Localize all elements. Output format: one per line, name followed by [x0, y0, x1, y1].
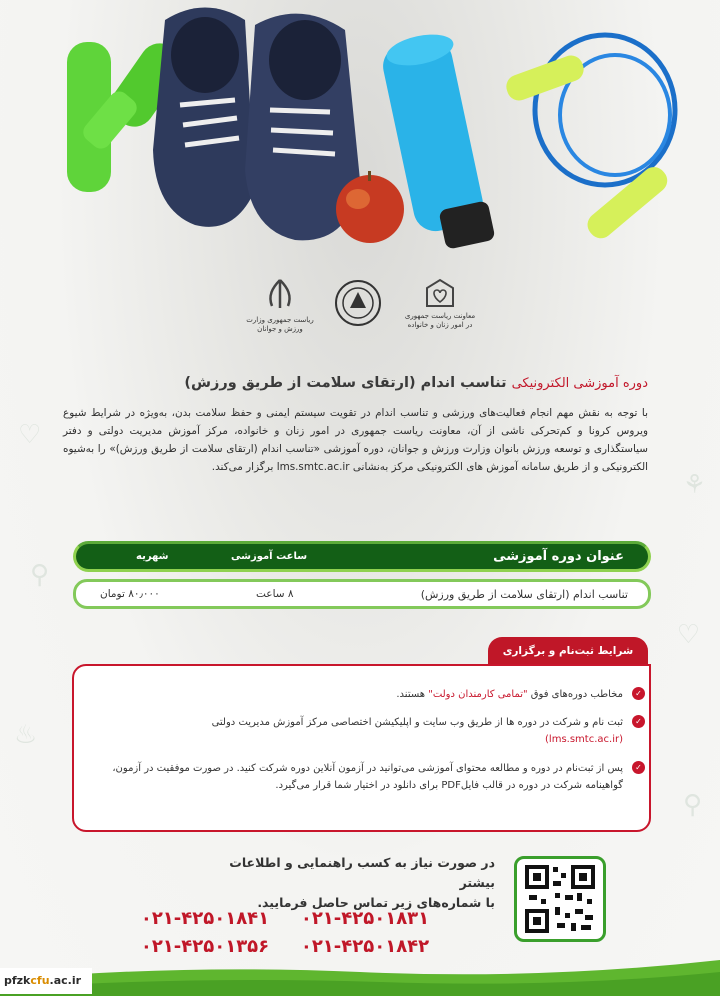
watermark-icon: ⚲	[30, 560, 50, 590]
watermark-icon: ⚲	[682, 790, 702, 820]
phone-numbers	[125, 905, 455, 961]
watermark-icon: ♡	[676, 620, 700, 650]
lms-link[interactable]: (lms.smtc.ac.ir)	[545, 734, 623, 745]
header-hours: ساعت آموزشی	[231, 551, 308, 562]
condition-item-3: ✓ پس از ثبت‌نام در دوره و مطالعه محتوای آموزشی می‌توانید در آزمون آنلاین دوره شرکت کنید. در صورت موفقیت در آزمون، گواهینامه شرکت در دوره در قالب فایلPDF برای دانلود در اختیار شما قرار می‌گیرد.	[93, 760, 623, 794]
course-table-row	[73, 579, 651, 609]
qr-code[interactable]	[514, 856, 606, 942]
hero-photo	[0, 0, 720, 270]
phone-number[interactable]: ۰۲۱-۴۲۵۰۱۳۵۶	[140, 936, 270, 957]
sports-ministry-logo: ریاست جمهوری وزارت ورزش و جوانان	[240, 278, 320, 334]
phone-number[interactable]: ۰۲۱-۴۲۵۰۱۸۴۲	[300, 936, 430, 957]
page-title	[68, 372, 648, 395]
check-icon: ✓	[632, 715, 645, 728]
cell-course: تناسب اندام (ارتقای سلامت از طریق ورزش)	[420, 588, 628, 601]
contact-text: در صورت نیاز به کسب راهنمایی و اطلاعات بیشتر با شماره‌های زیر تماس حاصل فرمایید.	[229, 855, 495, 910]
grass-strip	[0, 958, 720, 996]
check-icon: ✓	[632, 687, 645, 700]
watermark-icon: ♡	[18, 420, 42, 450]
watermark-icon: ♨	[14, 720, 38, 750]
jump-rope-icon	[495, 20, 685, 245]
cell-fee: ۸۰٫۰۰۰ تومان	[100, 588, 160, 600]
header-course: عنوان دوره آموزشی	[493, 549, 624, 564]
title-prefix: دوره آموزشی الکترونیکی	[511, 376, 648, 391]
qr-code-icon	[517, 859, 603, 939]
conditions-tag: شرایط ثبت‌نام و برگزاری	[488, 637, 648, 665]
condition-item-2: ✓ ثبت نام و شرکت در دوره ها از طریق وب سایت و اپلیکیشن اختصاصی مرکز آموزش مدیریت دولتی (lms.smtc.ac.ir)	[93, 714, 623, 748]
phone-number[interactable]: ۰۲۱-۴۲۵۰۱۸۳۱	[300, 908, 430, 929]
condition-item-1: ✓ مخاطب دوره‌های فوق "تمامی کارمندان دولت" هستند.	[103, 686, 623, 703]
conditions-box	[72, 664, 651, 832]
intro-paragraph: با توجه به نقش مهم انجام فعالیت‌های ورزشی و تناسب اندام در تقویت سیستم ایمنی و حفظ سلامت بدن، به‌ویژه در شرایط شیوع ویروس کرونا و کم‌تحرکی ناشی از آن، معاونت ریاست جمهوری در امور زنان و خانواده، مرکز آموزش مدیریت دولتی و دفتر سیاستگذاری و توسعه ورزش بانوان وزارت ورزش و جوانان، دوره آموزشی «تناسب اندام (ارتقای سلامت از طریق ورزش)» را به‌شیوه الکترونیکی و از طریق سامانه آموزش های الکترونیکی مرکز به‌نشانی lms.smtc.ac.ir برگزار می‌کند.	[63, 407, 648, 473]
iran-emblem-icon	[260, 278, 300, 312]
course-table-header	[73, 541, 651, 572]
watermark-icon: ⚘	[682, 470, 706, 500]
smtc-logo	[330, 278, 385, 332]
header-fee: شهریه	[136, 551, 169, 562]
title-main: تناسب اندام (ارتقای سلامت از طریق ورزش)	[184, 375, 507, 391]
water-bottle-icon	[380, 20, 510, 255]
cell-hours: ۸ ساعت	[256, 588, 294, 600]
heart-house-icon	[423, 278, 457, 308]
check-icon: ✓	[632, 761, 645, 774]
phone-number[interactable]: ۰۲۱-۴۲۵۰۱۸۴۱	[140, 908, 270, 929]
women-family-logo: معاونت ریاست جمهوری در امور زنان و خانواده	[395, 278, 485, 330]
logo-strip	[230, 278, 490, 348]
site-watermark: pfzkcfu.ac.ir	[0, 968, 92, 994]
center-seal-icon	[333, 278, 383, 328]
